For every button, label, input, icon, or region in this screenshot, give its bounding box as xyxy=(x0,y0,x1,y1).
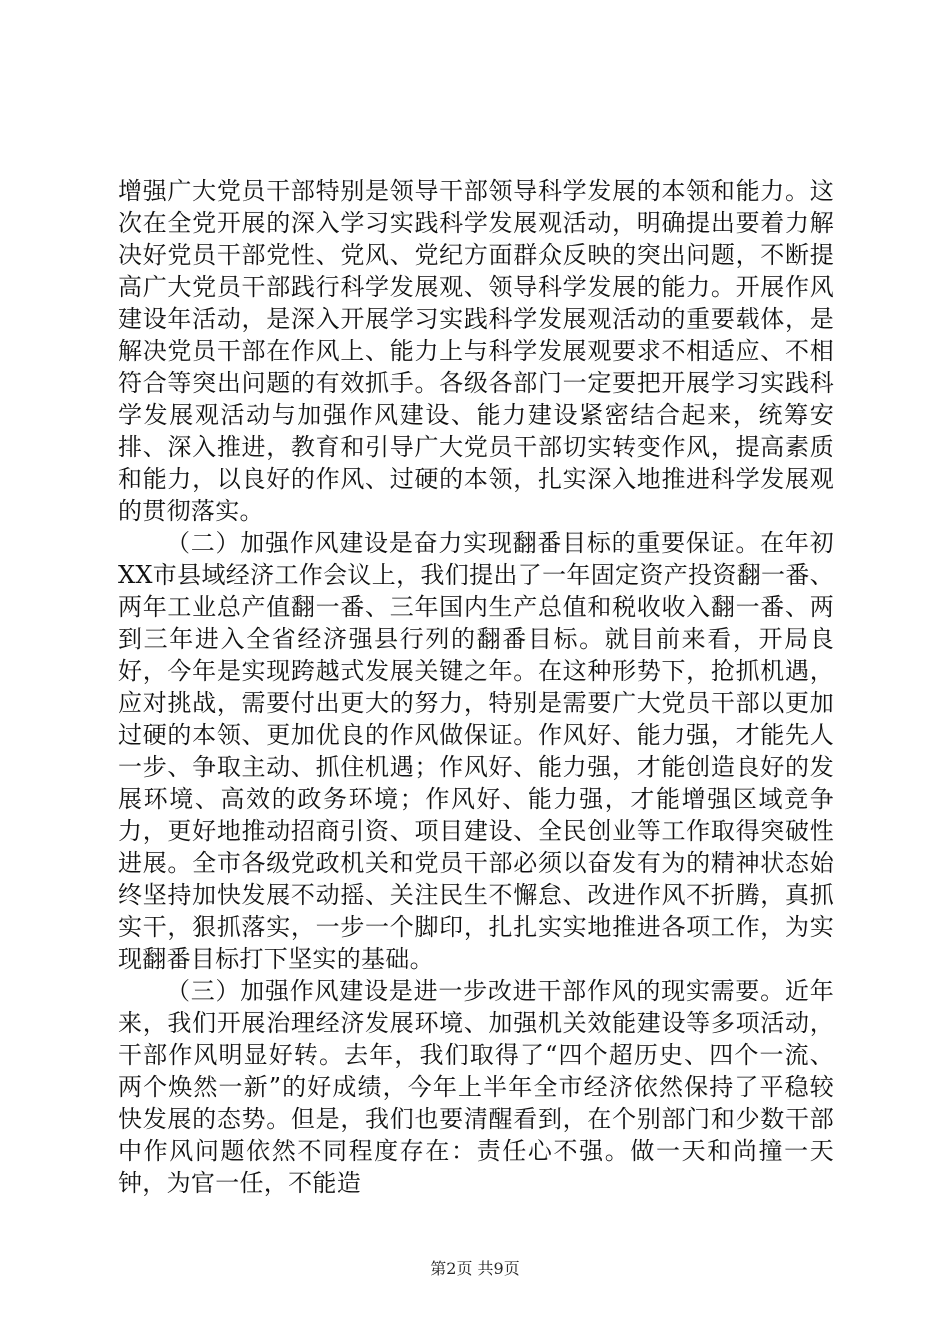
paragraph-2: （二）加强作风建设是奋力实现翻番目标的重要保证。在年初XX市县域经济工作会议上，我们提出了一年固定资产投资翻一番、两年工业总产值翻一番、三年国内生产总值和税收收入翻一番、两到三年进入全省经济强县行列的翻番目标。就目前来看，开局良好，今年是实现跨越式发展关键之年。在这种形势下，抢抓机遇，应对挑战，需要付出更大的努力，特别是需要广大党员干部以更加过硬的本领、更加优良的作风做保证。作风好、能力强，才能先人一步、争取主动、抓住机遇；作风好、能力强，才能创造良好的发展环境、高效的政务环境；作风好、能力强，才能增强区域竞争力，更好地推动招商引资、项目建设、全民创业等工作取得突破性进展。全市各级党政机关和党员干部必须以奋发有为的精神状态始终坚持加快发展不动摇、关注民生不懈怠、改进作风不折腾，真抓实干，狠抓落实，一步一个脚印，扎扎实实地推进各项工作，为实现翻番目标打下坚实的基础。 xyxy=(118,529,834,973)
paragraph-1: 增强广大党员干部特别是领导干部领导科学发展的本领和能力。这次在全党开展的深入学习实践科学发展观活动，明确提出要着力解决好党员干部党性、党风、党纪方面群众反映的突出问题，不断提高广大党员干部践行科学发展观、领导科学发展的能力。开展作风建设年活动，是深入开展学习实践科学发展观活动的重要载体，是解决党员干部在作风上、能力上与科学发展观要求不相适应、不相符合等突出问题的有效抓手。各级各部门一定要把开展学习实践科学发展观活动与加强作风建设、能力建设紧密结合起来，统筹安排、深入推进，教育和引导广大党员干部切实转变作风，提高素质和能力，以良好的作风、过硬的本领，扎实深入地推进科学发展观的贯彻落实。 xyxy=(118,177,834,525)
page-number-footer: 第2页 共9页 xyxy=(430,1259,520,1278)
paragraph-3: （三）加强作风建设是进一步改进干部作风的现实需要。近年来，我们开展治理经济发展环境、加强机关效能建设等多项活动，干部作风明显好转。去年，我们取得了“四个超历史、四个一流、两个焕然一新”的好成绩，今年上半年全市经济依然保持了平稳较快发展的态势。但是，我们也要清醒看到，在个别部门和少数干部中作风问题依然不同程度存在：责任心不强。做一天和尚撞一天钟，为官一任，不能造 xyxy=(118,977,834,1197)
document-body xyxy=(118,175,834,1199)
